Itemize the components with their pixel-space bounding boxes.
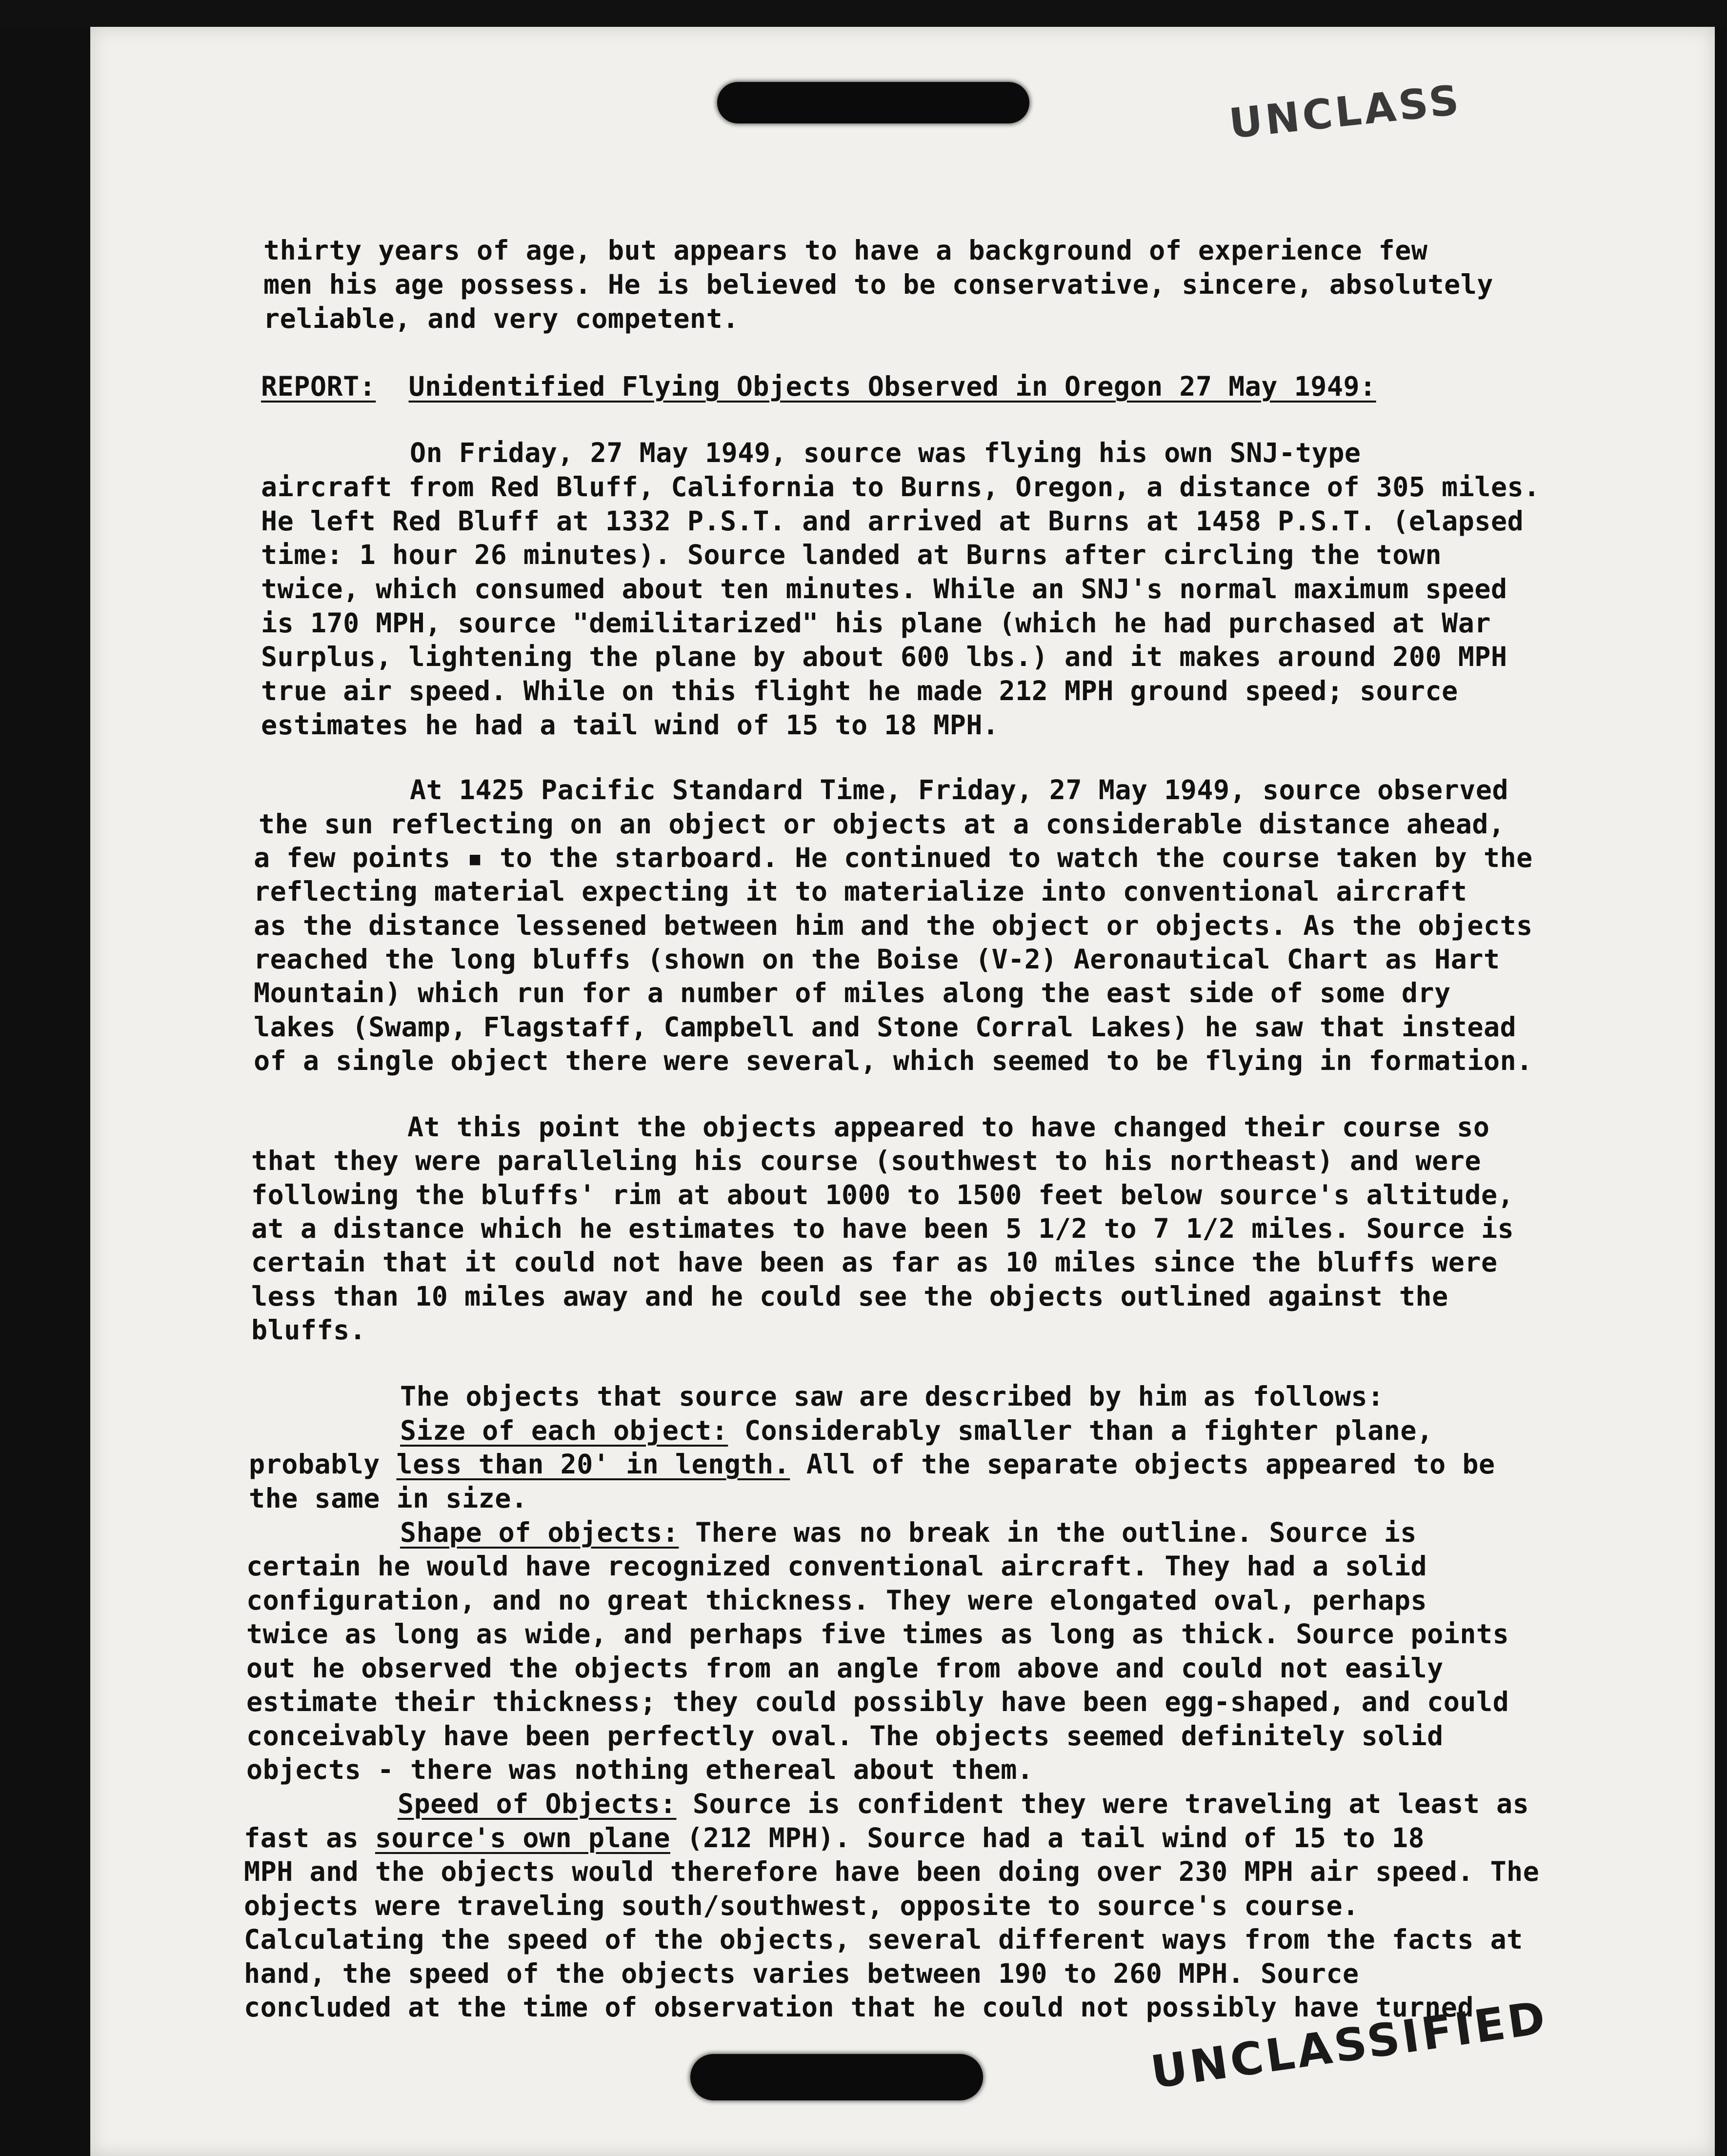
text-line: At 1425 Pacific Standard Time, Friday, 27 May 1949, source observed bbox=[410, 774, 1509, 806]
text-line: twice as long as wide, and perhaps five times as long as thick. Source points bbox=[246, 1618, 1509, 1650]
text-line: thirty years of age, but appears to have a background of experience few bbox=[263, 235, 1428, 266]
shape-label: Shape of objects: bbox=[400, 1517, 679, 1548]
text-line: at a distance which he estimates to have been 5 1/2 to 7 1/2 miles. Source is bbox=[251, 1213, 1514, 1244]
size-label: Size of each object: bbox=[400, 1415, 728, 1446]
text-line: The objects that source saw are described by him as follows: bbox=[400, 1381, 1384, 1412]
text-line: probably less than 20' in length. All of the separate objects appeared to be bbox=[249, 1449, 1495, 1480]
classification-stamp-bottom: UNCLASSIFIED bbox=[1147, 1991, 1551, 2099]
text-line: MPH and the objects would therefore have been doing over 230 MPH air speed. The bbox=[244, 1856, 1540, 1887]
text-line: reliable, and very competent. bbox=[263, 303, 739, 334]
text-line: conceivably have been perfectly oval. The objects seemed definitely solid bbox=[246, 1720, 1444, 1752]
text-line: aircraft from Red Bluff, California to Burns, Oregon, a distance of 305 miles. bbox=[261, 471, 1540, 503]
text-line: of a single object there were several, which seemed to be flying in formation. bbox=[254, 1045, 1533, 1076]
text-line: Surplus, lightening the plane by about 600 lbs.) and it makes around 200 MPH bbox=[261, 641, 1507, 672]
text-line: true air speed. While on this flight he made 212 MPH ground speed; source bbox=[261, 675, 1458, 706]
report-heading bbox=[261, 369, 1376, 403]
text-line: Calculating the speed of the objects, several different ways from the facts at bbox=[244, 1924, 1523, 1955]
text-line: He left Red Bluff at 1332 P.S.T. and arrived at Burns at 1458 P.S.T. (elapsed bbox=[261, 505, 1524, 537]
redaction-mark-bottom bbox=[690, 2054, 983, 2100]
text-line: a few points ▪ to the starboard. He continued to watch the course taken by the bbox=[254, 842, 1533, 873]
text-line: concluded at the time of observation that he could not possibly have turned bbox=[244, 1992, 1474, 2023]
text-line: time: 1 hour 26 minutes). Source landed at Burns after circling the town bbox=[261, 539, 1442, 570]
text-line: On Friday, 27 May 1949, source was flying his own SNJ-type bbox=[410, 437, 1361, 468]
text-line: following the bluffs' rim at about 1000 to 1500 feet below source's altitude, bbox=[251, 1179, 1514, 1210]
scan-border bbox=[0, 0, 1727, 27]
speed-paragraph: Speed of Objects: Source is confident they were traveling at least as bbox=[398, 1788, 1529, 1819]
text-line: the same in size. bbox=[249, 1483, 528, 1514]
text-line: bluffs. bbox=[251, 1314, 366, 1346]
text-line: certain he would have recognized conventional aircraft. They had a solid bbox=[246, 1551, 1427, 1582]
report-title: Unidentified Flying Objects Observed in Oregon 27 May 1949: bbox=[408, 371, 1376, 402]
text-line: fast as source's own plane (212 MPH). Source had a tail wind of 15 to 18 bbox=[244, 1822, 1425, 1854]
text-line: lakes (Swamp, Flagstaff, Campbell and Stone Corral Lakes) he saw that instead bbox=[254, 1011, 1517, 1043]
text-line: objects were traveling south/southwest, opposite to source's course. bbox=[244, 1890, 1359, 1921]
report-label: REPORT: bbox=[261, 371, 376, 402]
redaction-mark-top bbox=[717, 82, 1029, 123]
text-line: configuration, and no great thickness. They were elongated oval, perhaps bbox=[246, 1585, 1427, 1616]
text-line: At this point the objects appeared to have changed their course so bbox=[407, 1111, 1490, 1143]
text-line: objects - there was nothing ethereal about them. bbox=[246, 1754, 1034, 1785]
size-underlined: less than 20' in length. bbox=[396, 1449, 790, 1480]
text-line: less than 10 miles away and he could see the objects outlined against the bbox=[251, 1281, 1448, 1312]
text-line: as the distance lessened between him and the object or objects. As the objects bbox=[254, 910, 1533, 941]
text-line: certain that it could not have been as far as 10 miles since the bluffs were bbox=[251, 1247, 1498, 1278]
text-line: Mountain) which run for a number of miles along the east side of some dry bbox=[254, 977, 1451, 1008]
text-line: that they were paralleling his course (southwest to his northeast) and were bbox=[251, 1145, 1481, 1176]
text-line: the sun reflecting on an object or objects at a considerable distance ahead, bbox=[259, 808, 1505, 840]
shape-paragraph: Shape of objects: There was no break in the outline. Source is bbox=[400, 1517, 1417, 1548]
text-line: reached the long bluffs (shown on the Boise (V-2) Aeronautical Chart as Hart bbox=[254, 944, 1500, 975]
classification-stamp-top: UNCLASS bbox=[1226, 76, 1464, 148]
size-paragraph: Size of each object: Considerably smaller than a fighter plane, bbox=[400, 1415, 1433, 1446]
text-line: out he observed the objects from an angle from above and could not easily bbox=[246, 1652, 1444, 1684]
text-line: reflecting material expecting it to materialize into conventional aircraft bbox=[254, 876, 1467, 907]
text-line: hand, the speed of the objects varies between 190 to 260 MPH. Source bbox=[244, 1958, 1359, 1989]
text-line: twice, which consumed about ten minutes. While an SNJ's normal maximum speed bbox=[261, 573, 1507, 604]
text-line: men his age possess. He is believed to be conservative, sincere, absolutely bbox=[263, 269, 1493, 300]
text-line: estimate their thickness; they could possibly have been egg-shaped, and could bbox=[246, 1686, 1509, 1717]
speed-label: Speed of Objects: bbox=[398, 1788, 677, 1819]
text-line: estimates he had a tail wind of 15 to 18 MPH. bbox=[261, 709, 999, 741]
text-line: is 170 MPH, source "demilitarized" his plane (which he had purchased at War bbox=[261, 607, 1491, 639]
speed-underlined: source's own plane bbox=[375, 1822, 670, 1854]
